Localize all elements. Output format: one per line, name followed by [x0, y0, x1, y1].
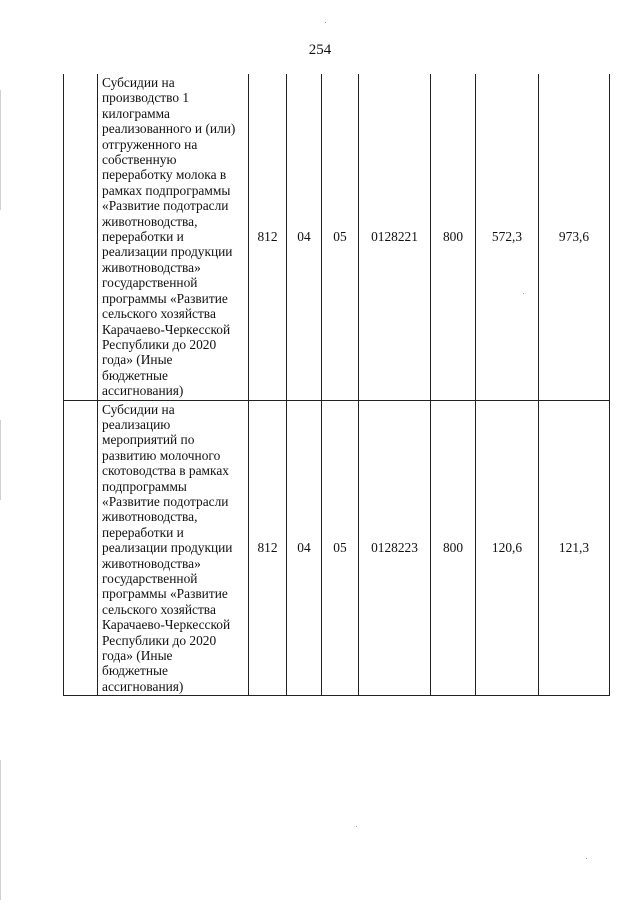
table-cell-amount-1: 572,3: [476, 74, 539, 400]
scan-edge-mark: [0, 760, 1, 900]
scan-speck: [356, 826, 357, 827]
scan-speck: [325, 22, 326, 23]
table-cell-amount-2: 121,3: [539, 400, 610, 696]
table-cell-target-article: 0128223: [359, 400, 431, 696]
table-cell-expense-type: 800: [431, 400, 476, 696]
table-cell-subsection: 05: [322, 400, 359, 696]
budget-table: [63, 74, 610, 696]
table-cell-description: Субсидии на реализацию мероприятий по развитию молочного скотоводства в рамках подпрограммы «Развитие подотрасли животноводства, переработки и реализации продукции животноводства» государственной программы «Развитие сельского хозяйства Карачаево-Черкесской Республики до 2020 года» (Иные бюджетные ассигнования): [98, 400, 249, 696]
table-cell-section: 04: [287, 400, 322, 696]
table-cell-target-article: 0128221: [359, 74, 431, 400]
scan-edge-mark: [0, 90, 1, 210]
table-cell-amount-2: 973,6: [539, 74, 610, 400]
table-row: [64, 400, 610, 696]
scan-speck: [586, 858, 587, 859]
table-cell-ministry-code: 812: [249, 400, 287, 696]
page-number: 254: [308, 42, 332, 58]
table-cell-expense-type: 800: [431, 74, 476, 400]
table-row: [64, 74, 610, 400]
table-cell-subsection: 05: [322, 74, 359, 400]
table-cell-description: Субсидии на производство 1 килограмма реализованного и (или) отгруженного на собственную переработку молока в рамках подпрограммы «Развитие подотрасли животноводства, переработки и реализации продукции животноводства» государственной программы «Развитие сельского хозяйства Карачаево-Черкесской Республики до 2020 года» (Иные бюджетные ассигнования): [98, 74, 249, 400]
scan-speck: [523, 293, 524, 294]
table-cell-number: [64, 74, 98, 400]
table-cell-number: [64, 400, 98, 696]
scan-edge-mark: [0, 420, 1, 500]
table-cell-amount-1: 120,6: [476, 400, 539, 696]
table-cell-section: 04: [287, 74, 322, 400]
table-cell-ministry-code: 812: [249, 74, 287, 400]
